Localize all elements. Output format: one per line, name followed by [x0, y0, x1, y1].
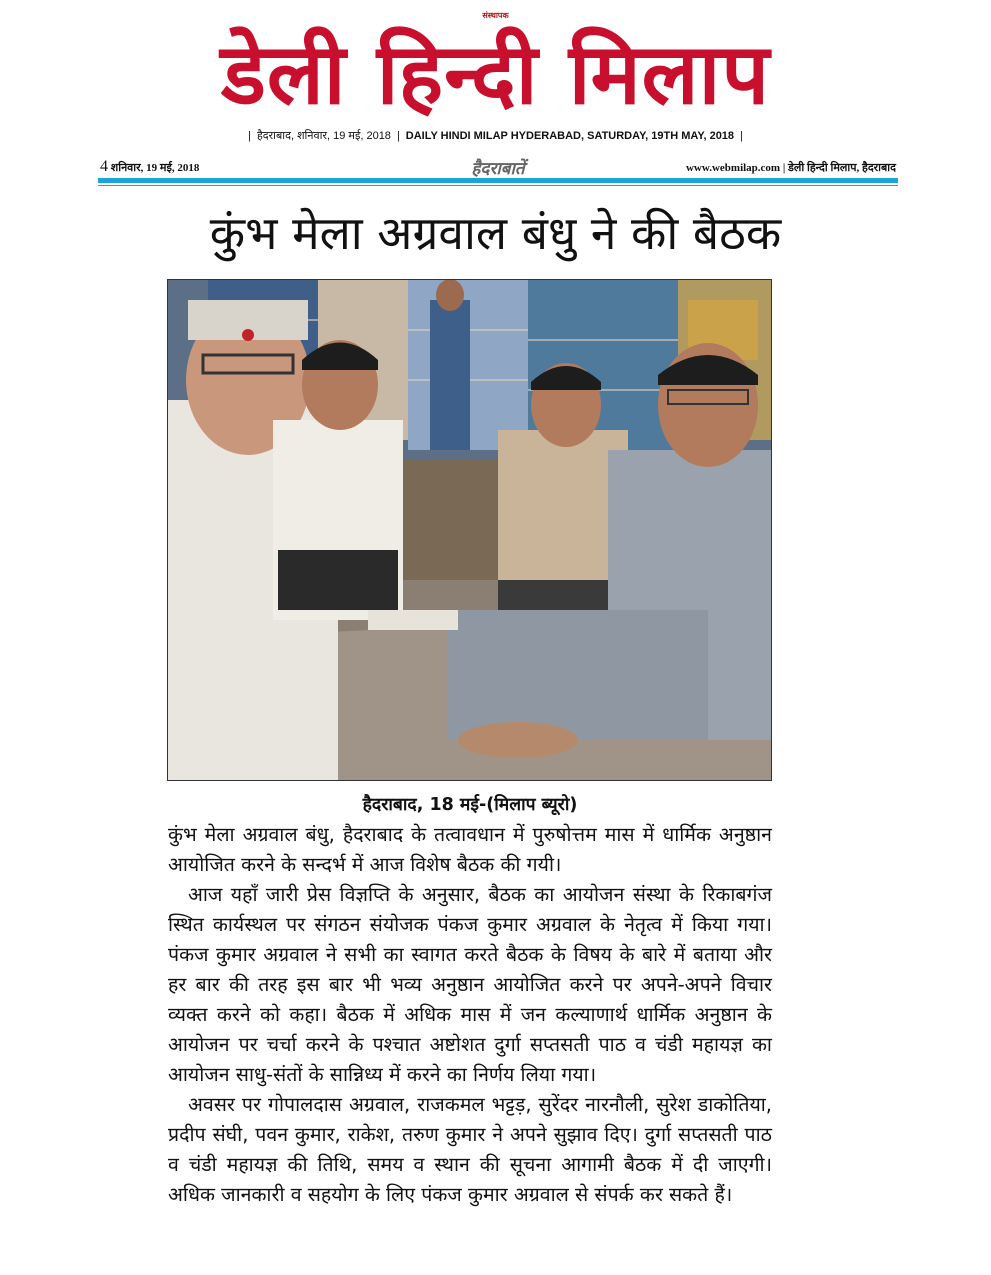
header-rule-thin: [98, 185, 898, 186]
article-photo: [167, 279, 772, 781]
header-rule: [98, 178, 898, 183]
website-link[interactable]: www.webmilap.com: [685, 162, 781, 174]
article-paragraph-3: अवसर पर गोपालदास अग्रवाल, राजकमल भट्टड़, सुरेंदर नारनौली, सुरेश डाकोतिया, प्रदीप संघी, पवन कुमार, राकेश, तरुण कुमार ने अपने सुझाव दिए। दुर्गा सप्तसती पाठ व चंडी महायज्ञ की तिथि, समय व स्थान की सूचना आगामी बैठक में दी जाएगी। अधिक जानकारी व सहयोग के लिए पंकज कुमार अग्रवाल से संपर्क कर सकते हैं।: [168, 1093, 772, 1206]
article-headline: कुंभ मेला अग्रवाल बंधु ने की बैठक: [209, 206, 782, 260]
folio-paper-name: डेली हिन्दी मिलाप, हैदराबाद: [788, 162, 896, 174]
masthead-dateline: | हैदराबाद, शनिवार, 19 मई, 2018 | DAILY HINDI MILAP HYDERABAD, SATURDAY, 19TH MAY, 2018 |: [248, 130, 743, 142]
newspaper-masthead-title: डेली हिन्दी मिलाप: [220, 25, 771, 123]
article-paragraph-2: आज यहाँ जारी प्रेस विज्ञप्ति के अनुसार, बैठक का आयोजन संस्था के रिकाबगंज स्थित कार्यस्थल पर संगठन संयोजक पंकज कुमार अग्रवाल के नेतृत्व में किया गया। पंकज कुमार अग्रवाल ने सभी का स्वागत करते बैठक के विषय के बारे में बताया और हर बार की तरह इस बार भी भव्य अनुष्ठान आयोजित करने पर अपने-अपने विचार व्यक्त करने को कहा। बैठक में अधिक मास में जन कल्याणार्थ धार्मिक अनुष्ठान के आयोजन पर चर्चा करने के पश्चात अष्टोशत दुर्गा सप्तसती पाठ व चंडी महायज्ञ का आयोजन साधु-संतों के सान्निध्य में करने का निर्णय लिया गया।: [168, 883, 772, 1086]
article-body: [168, 790, 772, 1210]
folio-date: शनिवार, 19 मई, 2018: [110, 162, 200, 174]
page-folio: [100, 156, 896, 176]
page-number: 4: [100, 158, 108, 175]
article-byline: हैदराबाद, 18 मई-(मिलाप ब्यूरो): [362, 795, 578, 815]
dateline-hindi: हैदराबाद, शनिवार, 19 मई, 2018: [256, 130, 391, 142]
section-name: हैदराबातें: [471, 159, 525, 178]
folio-right: www.webmilap.com | डेली हिन्दी मिलाप, हैदराबाद: [685, 162, 896, 174]
article-paragraph-1: कुंभ मेला अग्रवाल बंधु, हैदराबाद के तत्वावधान में पुरुषोत्तम मास में धार्मिक अनुष्ठान आयोजित करने के सन्दर्भ में आज विशेष बैठक की गयी।: [168, 823, 772, 876]
masthead-tagline: संस्थापक: [482, 11, 509, 20]
dateline-english: DAILY HINDI MILAP HYDERABAD, SATURDAY, 19TH MAY, 2018: [405, 130, 735, 142]
